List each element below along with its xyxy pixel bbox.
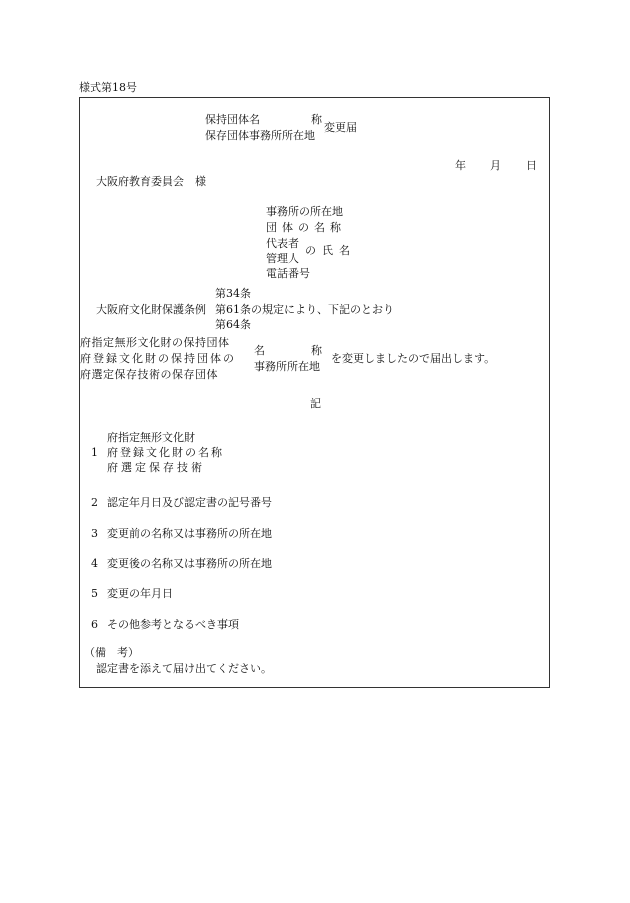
statement-group-type-3: 府選定保存技術の保存団体: [80, 368, 218, 381]
item4-text: 変更後の名称又は事務所の所在地: [107, 557, 272, 570]
statement-name-suffix: 称: [311, 344, 322, 357]
title-line2-label: 保存団体事務所所在地: [205, 129, 315, 142]
title-tail: 変更届: [324, 121, 357, 134]
remarks-heading: （備 考）: [84, 646, 139, 659]
item5-number: 5: [91, 587, 98, 600]
form-number: 様式第18号: [79, 81, 137, 94]
title-line1-suffix: 称: [311, 113, 322, 126]
item1-number: 1: [91, 446, 98, 459]
statement-article-34: 第34条: [215, 287, 251, 300]
statement-office-label: 事務所所在地: [254, 360, 320, 373]
item5-text: 変更の年月日: [107, 587, 173, 600]
item6-number: 6: [91, 618, 98, 631]
item1-line1: 府指定無形文化財: [107, 431, 195, 444]
date-month: 月: [490, 159, 501, 172]
item1-line2: 府登録文化財の名称: [107, 446, 224, 459]
remarks-text: 認定書を添えて届け出てください。: [96, 662, 272, 675]
item4-number: 4: [91, 557, 98, 570]
statement-clause: の規定により、下記のとおり: [251, 303, 394, 316]
item3-text: 変更前の名称又は事務所の所在地: [107, 527, 272, 540]
statement-article-64: 第64条: [215, 318, 251, 331]
statement-ordinance: 大阪府文化財保護条例: [96, 303, 206, 316]
item2-number: 2: [91, 496, 98, 509]
applicant-group-name: 団体の名称: [266, 221, 346, 234]
addressee: 大阪府教育委員会 様: [96, 175, 206, 188]
applicant-phone: 電話番号: [266, 267, 310, 280]
item2-text: 認定年月日及び認定書の記号番号: [107, 496, 272, 509]
applicant-name-suffix: の氏名: [305, 244, 356, 257]
statement-group-type-1: 府指定無形文化財の保持団体: [80, 336, 230, 349]
ki-heading: 記: [310, 397, 321, 410]
applicant-rep-line2: 管理人: [266, 252, 299, 265]
item1-line3: 府選定保存技術: [107, 461, 205, 474]
statement-ending: を変更しましたので届出します。: [331, 352, 496, 365]
statement-name-label: 名: [254, 344, 265, 357]
statement-article-61: 第61条: [215, 303, 251, 316]
item3-number: 3: [91, 527, 98, 540]
item6-text: その他参考となるべき事項: [107, 618, 239, 631]
applicant-office-address: 事務所の所在地: [266, 205, 343, 218]
date-year: 年: [455, 159, 466, 172]
applicant-rep-line1: 代表者: [266, 237, 299, 250]
title-line1-label: 保持団体名: [205, 113, 260, 126]
statement-group-type-2: 府登録文化財の保持団体の: [80, 352, 236, 365]
date-day: 日: [526, 159, 537, 172]
